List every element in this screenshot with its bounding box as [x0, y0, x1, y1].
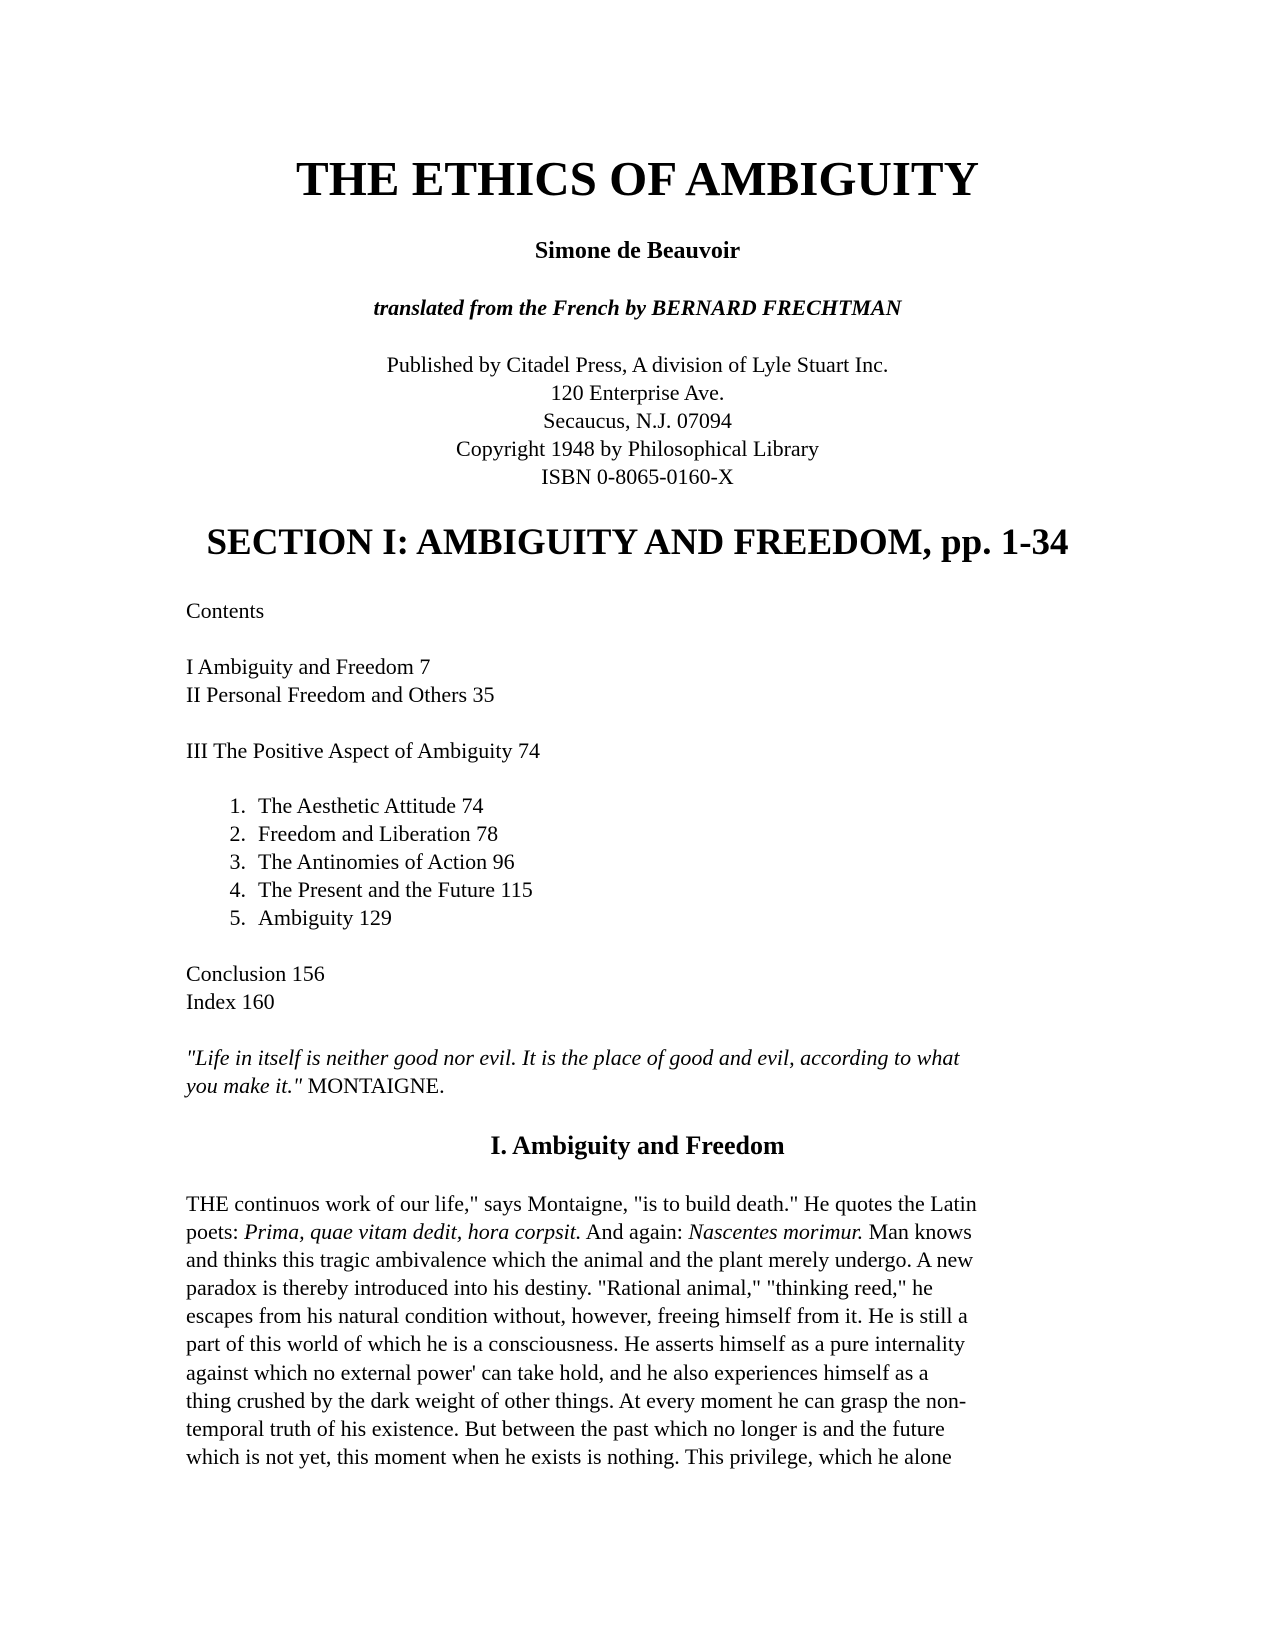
body-line: against which no external power' can take hold, and he also experiences himself as a [186, 1359, 929, 1385]
body-line: and thinks this tragic ambivalence which the animal and the plant merely undergo. A new [186, 1247, 974, 1273]
copyright-line: Copyright 1948 by Philosophical Library [456, 436, 819, 461]
toc-parts [186, 653, 1086, 709]
list-number: 4. [229, 877, 246, 902]
publisher-city: Secaucus, N.J. 07094 [543, 408, 732, 433]
list-item [206, 820, 533, 848]
list-item [206, 792, 533, 820]
chapter-body [186, 1190, 1086, 1471]
latin-quote: Prima, quae vitam dedit, hora corpsit. [244, 1219, 582, 1245]
toc-sublist [206, 792, 533, 932]
toc-endmatter [186, 960, 1086, 1016]
chapter-heading: I. Ambiguity and Freedom [490, 1131, 785, 1160]
body-line: poets: Prima, quae vitam dedit, hora corpsit. And again: Nascentes morimur. Man knows [186, 1219, 972, 1245]
body-line: escapes from his natural condition without, however, freeing himself from it. He is still a [186, 1303, 968, 1329]
translator-credit: translated from the French by BERNARD FRECHTMAN [373, 295, 902, 320]
isbn-line: ISBN 0-8065-0160-X [541, 464, 734, 489]
list-text: The Present and the Future 115 [258, 877, 533, 902]
toc-entry-conclusion: Conclusion 156 [186, 961, 325, 986]
list-number: 1. [229, 793, 246, 818]
toc-entry-part-two: II Personal Freedom and Others 35 [186, 682, 495, 707]
list-text: The Antinomies of Action 96 [258, 849, 515, 874]
list-item [206, 876, 533, 904]
epigraph-quote-line2: you make it." [186, 1073, 303, 1098]
epigraph [186, 1044, 1086, 1100]
body-line: which is not yet, this moment when he exists is nothing. This privilege, which he alone [186, 1443, 952, 1469]
list-item [206, 904, 533, 932]
list-item [206, 848, 533, 876]
list-number: 3. [229, 849, 246, 874]
contents-label: Contents [186, 598, 265, 623]
list-number: 5. [229, 905, 246, 930]
epigraph-quote-line1: "Life in itself is neither good nor evil. It is the place of good and evil, according to what [186, 1045, 960, 1070]
body-line: part of this world of which he is a consciousness. He asserts himself as a pure internality [186, 1331, 965, 1357]
book-title: THE ETHICS OF AMBIGUITY [296, 151, 979, 206]
body-line: paradox is thereby introduced into his destiny. "Rational animal," "thinking reed," he [186, 1275, 933, 1301]
list-text: The Aesthetic Attitude 74 [258, 793, 484, 818]
epigraph-attribution: MONTAIGNE. [302, 1073, 445, 1098]
toc-entry-part-three: III The Positive Aspect of Ambiguity 74 [186, 738, 541, 763]
body-line: THE continuos work of our life," says Montaigne, "is to build death." He quotes the Latin [186, 1191, 977, 1216]
latin-quote: Nascentes morimur. [688, 1219, 864, 1245]
toc-entry-part-one: I Ambiguity and Freedom 7 [186, 654, 431, 679]
section-heading: SECTION I: AMBIGUITY AND FREEDOM, pp. 1-34 [206, 522, 1069, 563]
body-line: temporal truth of his existence. But between the past which no longer is and the future [186, 1415, 945, 1441]
author-name: Simone de Beauvoir [534, 238, 741, 264]
list-number: 2. [229, 821, 246, 846]
list-text: Ambiguity 129 [258, 905, 392, 930]
publisher-address: 120 Enterprise Ave. [550, 380, 725, 405]
publisher-info [0, 351, 1275, 491]
body-line: thing crushed by the dark weight of other things. At every moment he can grasp the non- [186, 1387, 967, 1413]
publisher-line: Published by Citadel Press, A division of Lyle Stuart Inc. [386, 352, 889, 377]
list-text: Freedom and Liberation 78 [258, 821, 499, 846]
toc-entry-index: Index 160 [186, 989, 275, 1014]
